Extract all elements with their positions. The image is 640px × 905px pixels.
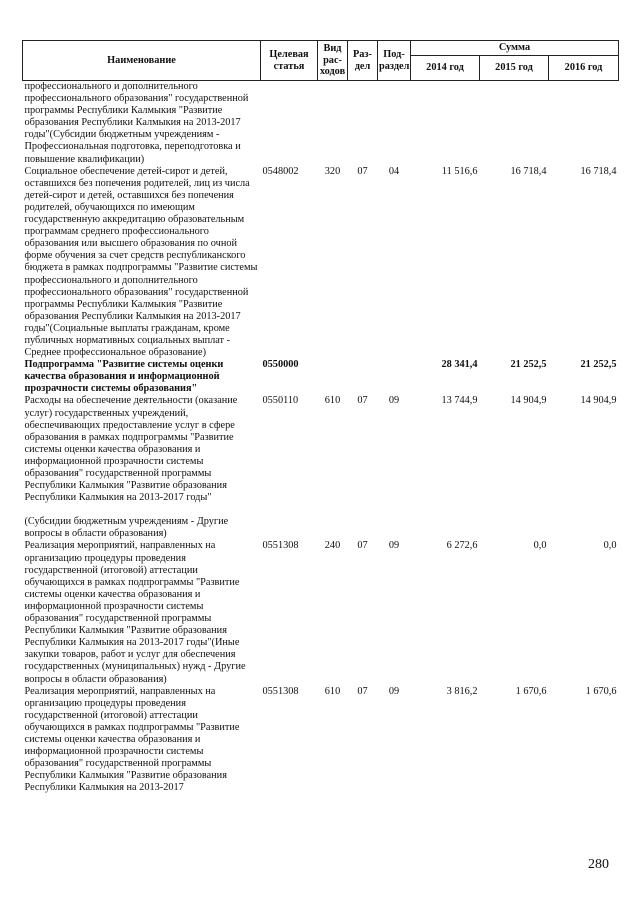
row-2016: 16 718,4 — [580, 165, 617, 177]
row-section — [348, 516, 378, 540]
row-section: 07 — [357, 540, 368, 552]
row-2016: 21 252,5 — [580, 359, 617, 371]
row-2016 — [549, 81, 619, 166]
row-subsection: 04 — [388, 165, 400, 177]
row-name: Подпрограмма "Развитие системы оценки качества образования и информационной прозрачности системы образования" — [24, 359, 224, 395]
row-section: 07 — [357, 685, 368, 697]
row-type: 240 — [324, 540, 341, 552]
header-target: Целевая статья — [261, 41, 318, 81]
row-2014: 28 341,4 — [441, 359, 478, 371]
table-row — [23, 81, 619, 166]
row-2014: 6 272,6 — [446, 540, 478, 552]
row-type — [318, 516, 348, 540]
table-row-subprogram — [23, 359, 619, 395]
row-code: 0551308 — [262, 540, 299, 552]
table-row — [23, 166, 619, 360]
row-2015: 16 718,4 — [510, 165, 547, 177]
header-section: Раз-дел — [348, 41, 378, 81]
row-name: профессионального и дополнительного профессионального образования" государственной программы Республики Калмыкия "Развитие образования Республики Калмыкия на 2013-2017 годы"(Субсидии бюджетным учреждениям - Профессиональная подготовка, переподготовка и повышение квалификации) — [24, 81, 249, 165]
row-name: Реализация мероприятий, направленных на организацию процедуры проведения государственной (итоговой) аттестации обучающихся в рамках подпрограммы "Развитие системы оценки качества образования и информационной прозрачности системы образования" государственной программы Республики Калмыкия "Развитие образования Республики Калмыкия на 2013-2017 годы"(Иные закупки товаров, работ и услуг для обеспечения государственных (муниципальных) нужд - Другие вопросы в области образования) — [24, 540, 246, 685]
row-2014: 3 816,2 — [446, 685, 478, 697]
row-2015: 14 904,9 — [510, 395, 547, 407]
table-row — [23, 395, 619, 504]
budget-table-page — [22, 40, 618, 794]
row-subsection: 09 — [388, 540, 400, 552]
header-subsection: Под-раздел — [378, 41, 411, 81]
row-subsection — [378, 359, 411, 395]
row-name: Расходы на обеспечение деятельности (оказание услуг) государственных учреждений, обеспечивающих предоставление услуг в сфере образования в рамках подпрограммы "Развитие системы оценки качества образования и информационной прозрачности системы образования" государственной программы Республики Калмыкия "Развитие образования Республики Калмыкия на 2013-2017 годы" — [24, 395, 238, 504]
row-2015 — [480, 516, 549, 540]
header-2016: 2016 год — [549, 56, 619, 81]
budget-table — [22, 40, 619, 794]
row-2016: 14 904,9 — [580, 395, 617, 407]
row-name: Социальное обеспечение детей-сирот и детей, оставшихся без попечения родителей, лиц из числа детей-сирот и детей, оставшихся без попечения родителей, обучающихся по имеющим государственную аккредитацию образовательным программам среднего профессионального образования или высшего образования по очной форме обучения за счет средств республиканского бюджета в рамках подпрограммы "Развитие системы профессионального и дополнительного профессионального образования" государственной программы Республики Калмыкия "Развитие образования Республики Калмыкия на 2013-2017 годы"(Социальные выплаты гражданам, кроме публичных нормативных социальных выплат - Среднее профессиональное образование) — [24, 165, 258, 359]
row-section: 07 — [357, 165, 368, 177]
row-2015: 1 670,6 — [515, 685, 547, 697]
row-section — [348, 81, 378, 166]
row-code: 0550000 — [262, 359, 299, 371]
row-2014 — [411, 81, 480, 166]
row-type — [318, 359, 348, 395]
row-type — [318, 81, 348, 166]
row-subsection — [378, 81, 411, 166]
row-subsection: 09 — [388, 685, 400, 697]
row-2014: 11 516,6 — [441, 165, 478, 177]
row-section: 07 — [357, 395, 368, 407]
row-2015 — [480, 81, 549, 166]
row-code — [261, 81, 318, 166]
row-2014: 13 744,9 — [441, 395, 478, 407]
header-name: Наименование — [23, 41, 261, 81]
table-row — [23, 516, 619, 540]
row-type: 610 — [324, 395, 341, 407]
row-subsection — [378, 516, 411, 540]
table-row — [23, 540, 619, 685]
row-name: (Субсидии бюджетным учреждениям - Другие вопросы в области образования) — [24, 516, 229, 540]
header-2014: 2014 год — [411, 56, 480, 81]
row-2015: 21 252,5 — [510, 359, 547, 371]
row-2016: 1 670,6 — [585, 685, 617, 697]
row-code — [261, 516, 318, 540]
row-2015: 0,0 — [533, 540, 547, 552]
table-row — [23, 686, 619, 795]
row-2016 — [549, 516, 619, 540]
row-subsection: 09 — [388, 395, 400, 407]
page-number: 280 — [588, 857, 609, 872]
header-2015: 2015 год — [480, 56, 549, 81]
row-name: Реализация мероприятий, направленных на организацию процедуры проведения государственной (итоговой) аттестации обучающихся в рамках подпрограммы "Развитие системы оценки качества образования и информационной прозрачности системы образования" государственной программы Республики Калмыкия "Развитие образования Республики Калмыкия на 2013-2017 — [24, 685, 240, 794]
table-spacer — [23, 504, 619, 516]
row-code: 0548002 — [262, 165, 299, 177]
row-type: 320 — [324, 165, 341, 177]
row-code: 0551308 — [262, 685, 299, 697]
header-sum: Сумма — [411, 41, 619, 56]
row-section — [348, 359, 378, 395]
row-2016: 0,0 — [603, 540, 617, 552]
row-code: 0550110 — [262, 395, 299, 407]
row-type: 610 — [324, 685, 341, 697]
header-type: Вид рас-ходов — [318, 41, 348, 81]
row-2014 — [411, 516, 480, 540]
